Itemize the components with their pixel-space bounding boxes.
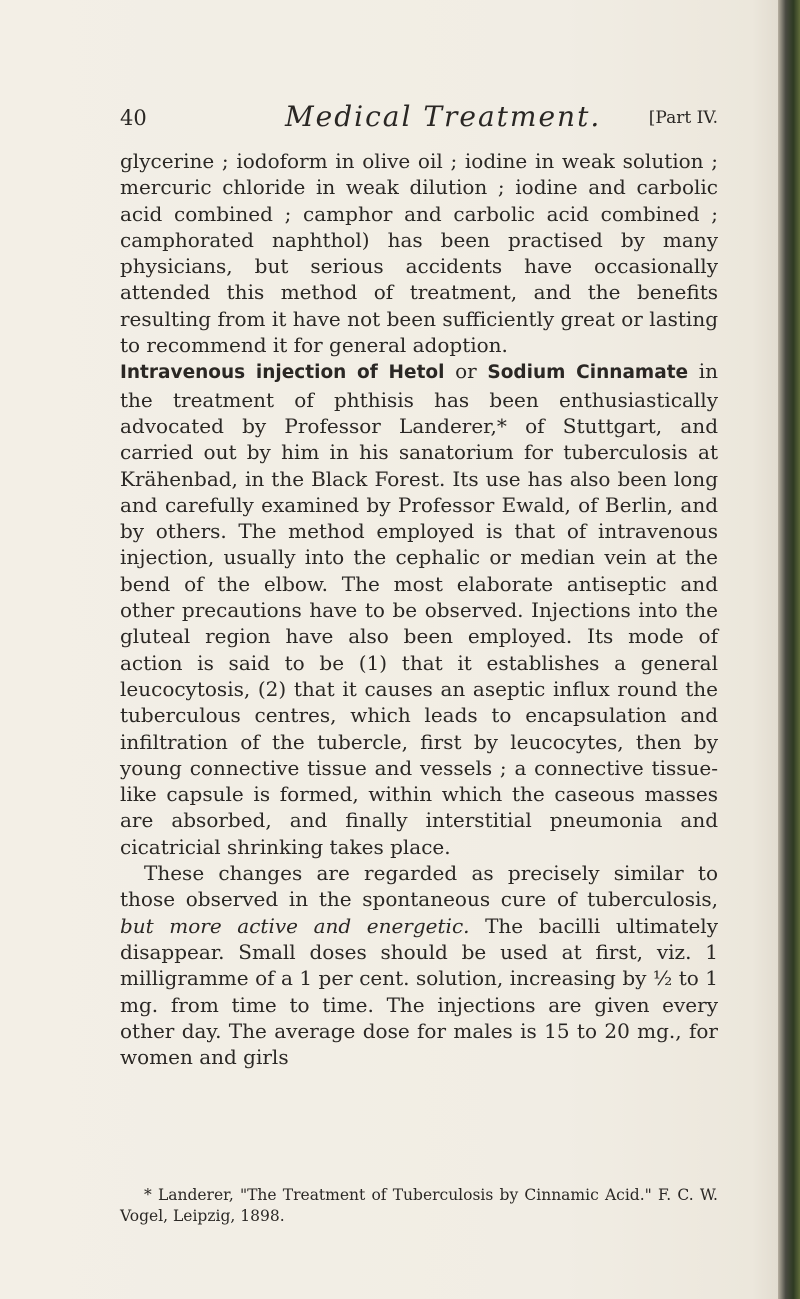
body-text [120, 148, 718, 1070]
part-label: [Part IV. [648, 108, 718, 128]
paragraph-continued: glycerine ; iodoform in olive oil ; iodine in weak solution ; mercuric chloride in weak dilution ; iodine and carbolic acid combined ; camphor and carbolic acid combined ; camphorated naphthol) has been practised by many physicians, but serious accidents have occasionally attended this method of treatment, and the benefits resulting from it have not been sufficiently great or lasting to recommend it for general adoption. [120, 149, 718, 358]
paragraph-changes [120, 860, 718, 1070]
page-number: 40 [120, 106, 147, 130]
page-header [120, 100, 718, 140]
page-edge [778, 0, 800, 1299]
paragraph-intravenous-text: in the treatment of phthisis has been enthusiastically advocated by Professor Landerer,* of Stuttgart, and carried out by him in his sanatorium for tuberculosis at Krähenbad, in the Black Forest. Its use has also been long and carefully examined by Professor Ewald, of Berlin, and by others. The method employed is that of intravenous injection, usually into the cephalic or median vein at the bend of the elbow. The most elaborate antiseptic and other precautions have to be observed. Injections into the gluteal region have also been employed. Its mode of action is said to be (1) that it establishes a general leucocytosis, (2) that it causes an aseptic influx round the tuberculous centres, which leads to encapsulation and infiltration of the tubercle, first by leucocytes, then by young connective tissue and vessels ; a connective tissue-like capsule is formed, within which the caseous masses are absorbed, and finally interstitial pneumonia and cicatricial shrinking takes place. [120, 359, 719, 859]
paragraph-changes-text-a: These changes are regarded as precisely similar to those observed in the spontaneous cure of tuberculosis, [120, 861, 718, 912]
lead-heading-hetol: Intravenous injection of Hetol [120, 362, 445, 384]
paragraph-intravenous [120, 358, 718, 860]
footnote [120, 1185, 718, 1227]
running-title: Medical Treatment. [285, 100, 602, 133]
lead-connector: or [444, 359, 488, 384]
lead-heading-sodium: Sodium Cinnamate [487, 362, 689, 384]
footnote-text: * Landerer, "The Treatment of Tuberculosis by Cinnamic Acid." F. C. W. Vogel, Leipzig, 1898. [120, 1186, 718, 1225]
paragraph-changes-text-b: The bacilli ultimately disappear. Small doses should be used at first, viz. 1 milligramme of a 1 per cent. solution, increasing by ½ to 1 mg. from time to time. The injections are given every other day. The average dose for males is 15 to 20 mg., for women and girls [120, 913, 718, 1070]
emphasis-text: but more active and energetic. [120, 913, 470, 938]
